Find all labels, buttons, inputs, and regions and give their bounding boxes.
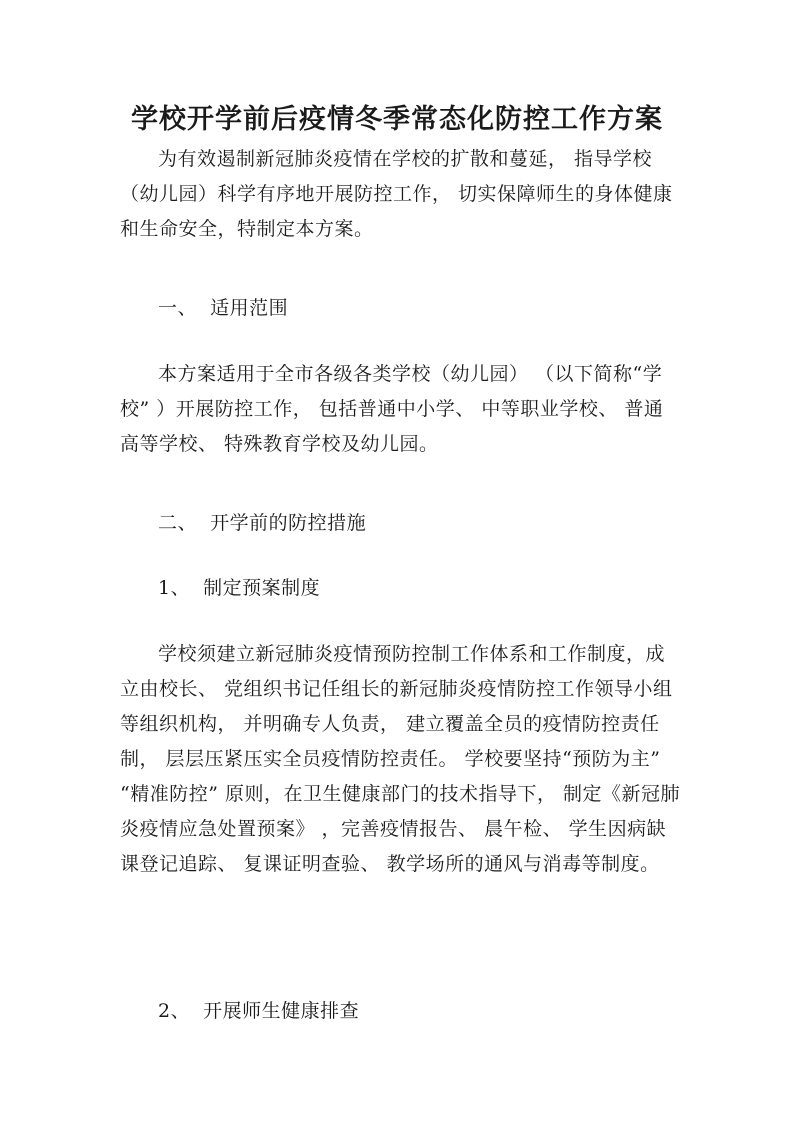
subsection-1-body: 学校须建立新冠肺炎疫情预防控制工作体系和工作制度，成立由校长、 党组织书记任组长的新冠肺炎疫情防控工作领导小组等组织机构， 并明确专人负责， 建立覆盖全员的疫情防控责任制， 层层压紧压实全员疫情防控责任。 学校要坚持“预防为主” “精准防控” 原则，在卫生健康部门的技术指导下， 制定《新冠肺炎疫情应急处置预案》 ，完善疫情报告、 晨午检、 学生因病缺课登记追踪、 复课证明查验、 教学场所的通风与消毒等制度。 [120, 643, 681, 875]
section-1-body: 本方案适用于全市各级各类学校（幼儿园） （以下简称“学校” ）开展防控工作， 包括普通中小学、 中等职业学校、 普通高等学校、 特殊教育学校及幼儿园。 [120, 363, 664, 455]
subsection-2-heading: 2、 开展师生健康排查 [158, 1000, 360, 1022]
section-1-heading: 一、 适用范围 [158, 297, 289, 319]
subsection-1-heading: 1、 制定预案制度 [158, 577, 321, 599]
intro-paragraph: 为有效遏制新冠肺炎疫情在学校的扩散和蔓延， 指导学校（幼儿园）科学有序地开展防控工作， 切实保障师生的身体健康和生命安全，特制定本方案。 [120, 148, 673, 240]
section-2-heading: 二、 开学前的防控措施 [158, 512, 367, 534]
document-title: 学校开学前后疫情冬季常态化防控工作方案 [131, 104, 663, 135]
